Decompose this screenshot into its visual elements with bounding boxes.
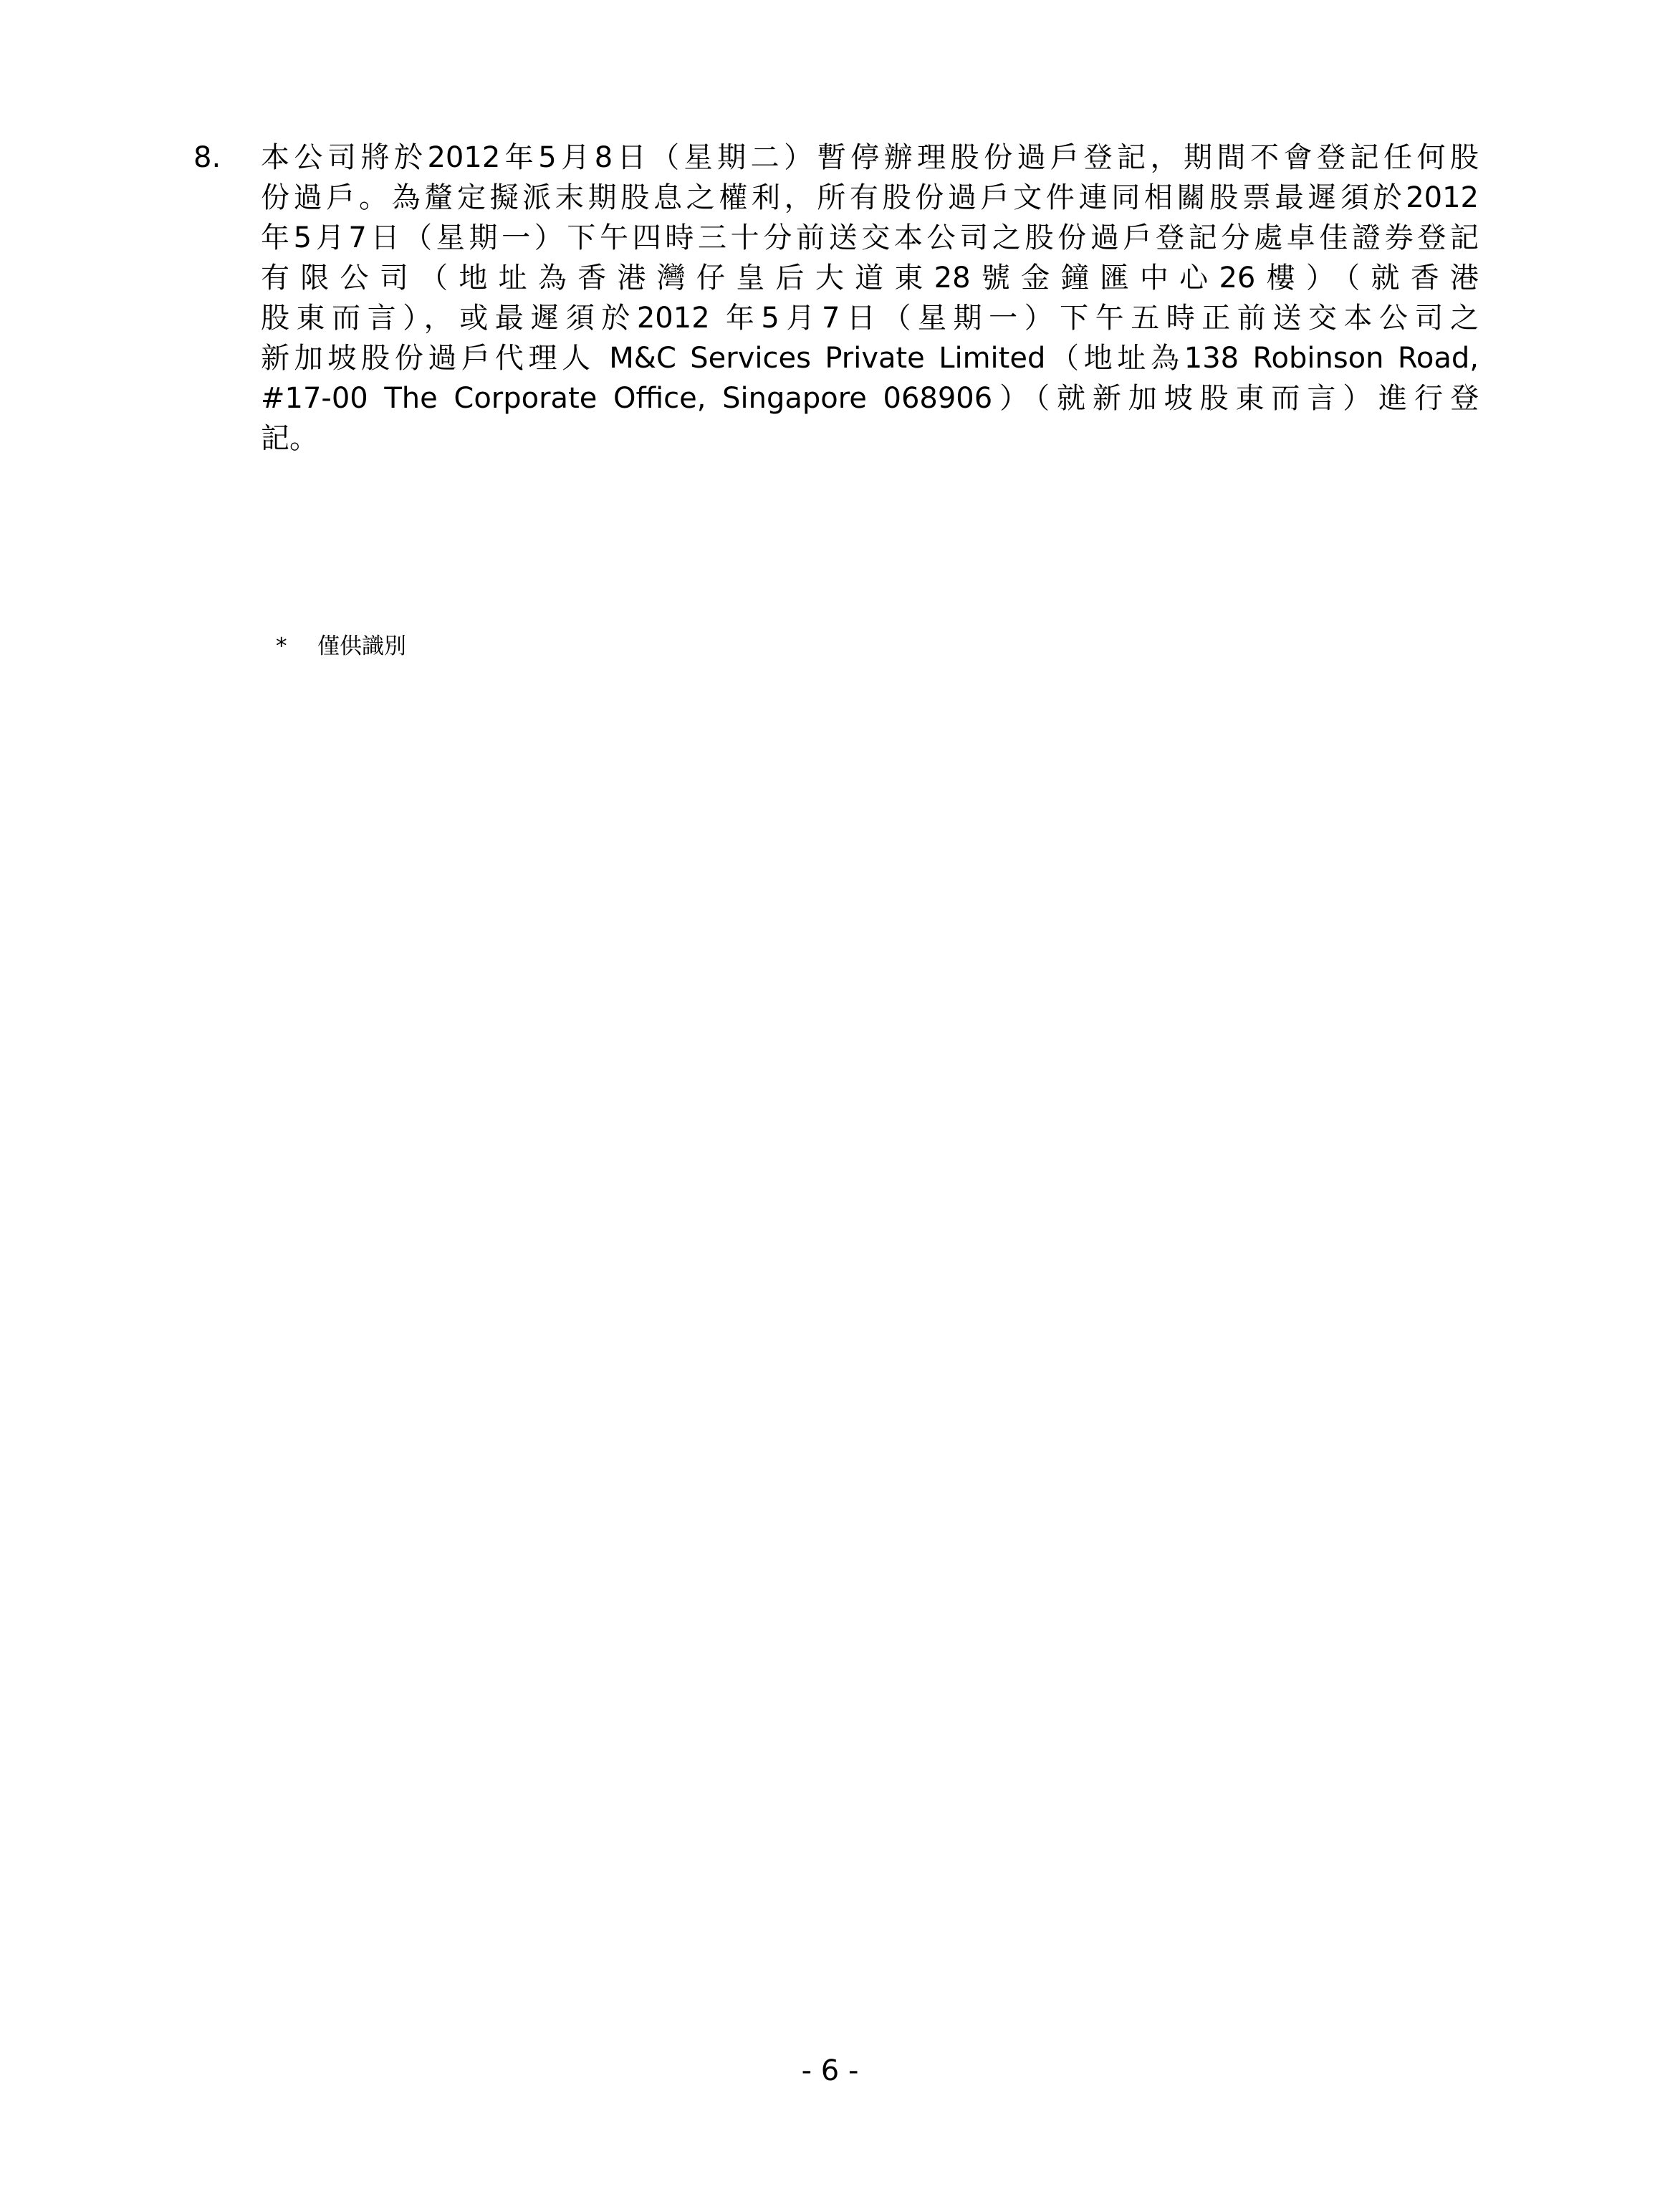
item-number: 8. <box>193 141 221 174</box>
paragraph-line: 份過戶。為釐定擬派末期股息之權利，所有股份過戶文件連同相關股票最遲須於2012 <box>261 181 1479 214</box>
paragraph-line: #17-00 The Corporate Office, Singapore 068906）（就新加坡股東而言）進行登 <box>261 382 1479 415</box>
paragraph-line: 股東而言），或最遲須於2012 年5月7日（星期一）下午五時正前送交本公司之 <box>261 302 1479 335</box>
paragraph-line: 本公司將於2012年5月8日（星期二）暫停辦理股份過戶登記，期間不會登記任何股 <box>261 141 1479 174</box>
page-number: - 6 - <box>801 2054 859 2087</box>
paragraph-line: 記。 <box>261 422 318 455</box>
footnote-mark: * <box>276 633 287 659</box>
paragraph-line: 年5月7日（星期一）下午四時三十分前送交本公司之股份過戶登記分處卓佳證券登記 <box>261 221 1479 254</box>
footnote <box>276 631 406 662</box>
paragraph-line: 有限公司（地址為香港灣仔皇后大道東28號金鐘匯中心26樓）（就香港 <box>261 262 1479 295</box>
paragraph-line: 新加坡股份過戶代理人 M&C Services Private Limited（地址為138 Robinson Road, <box>261 342 1479 375</box>
footnote-text: 僅供識別 <box>317 633 406 659</box>
book-closure-paragraph <box>261 138 1479 459</box>
